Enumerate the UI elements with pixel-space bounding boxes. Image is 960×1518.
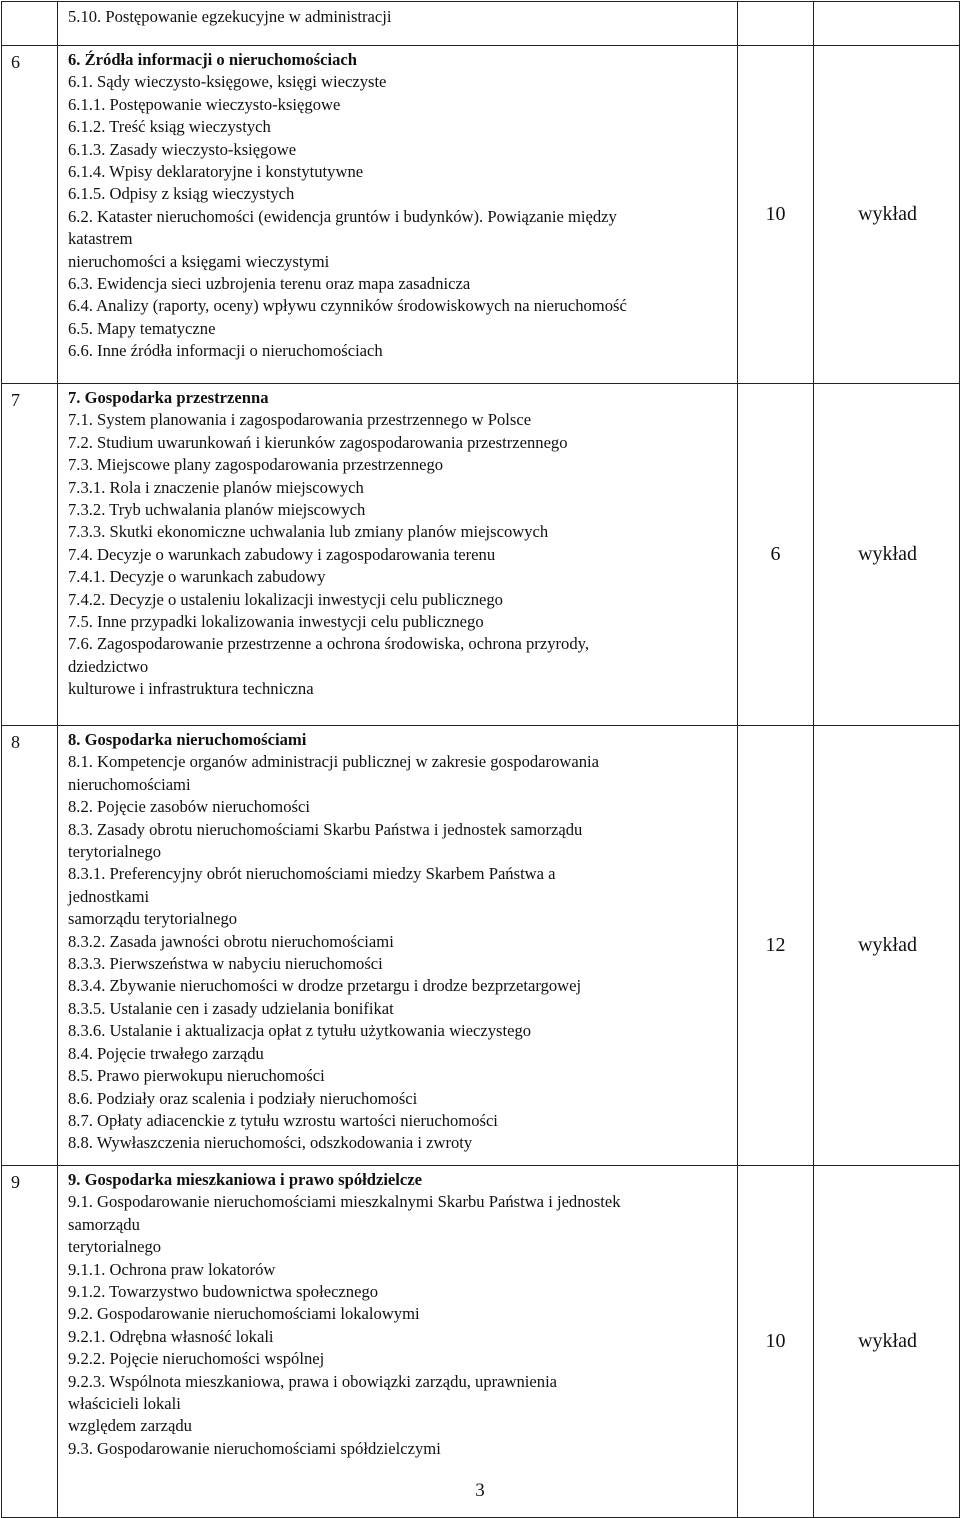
- topic-line: 8.3.5. Ustalanie cen i zasady udzielania bonifikat: [68, 998, 394, 1018]
- topic-line: 9.2.2. Pojęcie nieruchomości wspólnej: [68, 1349, 325, 1369]
- topic-line: 8.6. Podziały oraz scalenia i podziały nieruchomości: [68, 1088, 418, 1108]
- section-title: 9. Gospodarka mieszkaniowa i prawo spółdzielcze: [68, 1170, 423, 1189]
- topic-form: wykład: [814, 384, 960, 726]
- topic-line: 8.3.6. Ustalanie i aktualizacja opłat z tytułu użytkowania wieczystego: [68, 1021, 532, 1041]
- topic-number: 6: [2, 46, 58, 384]
- topic-line: 7.5. Inne przypadki lokalizowania inwestycji celu publicznego: [68, 612, 484, 632]
- topic-line: nieruchomościami: [68, 774, 191, 794]
- topic-line: 9.3. Gospodarowanie nieruchomościami spółdzielczymi: [68, 1438, 441, 1458]
- topic-line: samorządu terytorialnego: [68, 909, 238, 929]
- topic-line: 7.4. Decyzje o warunkach zabudowy i zagospodarowania terenu: [68, 544, 496, 564]
- topic-line: 7.4.2. Decyzje o ustaleniu lokalizacji inwestycji celu publicznego: [68, 589, 503, 609]
- topic-number: 8: [2, 726, 58, 1166]
- topic-line: 8.3.1. Preferencyjny obrót nieruchomościami miedzy Skarbem Państwa a: [68, 864, 556, 884]
- topic-content: [58, 384, 738, 726]
- topic-line: 6.1.5. Odpisy z ksiąg wieczystych: [68, 184, 295, 204]
- topic-line: 8.3.3. Pierwszeństwa w nabyciu nieruchomości: [68, 954, 383, 974]
- topic-line: jednostkami: [68, 886, 150, 906]
- topic-number: [2, 2, 58, 46]
- topic-line: 7.6. Zagospodarowanie przestrzenne a ochrona środowiska, ochrona przyrody,: [68, 634, 589, 654]
- topic-line: 8.4. Pojęcie trwałego zarządu: [68, 1043, 264, 1063]
- table-row: [2, 726, 960, 1166]
- table-row: [2, 46, 960, 384]
- topic-line: 8.3.4. Zbywanie nieruchomości w drodze przetargu i drodze bezprzetargowej: [68, 976, 582, 996]
- topic-line: 7.1. System planowania i zagospodarowania przestrzennego w Polsce: [68, 410, 532, 430]
- topic-hours: [738, 2, 814, 46]
- topic-line: 8.3.2. Zasada jawności obrotu nieruchomościami: [68, 931, 394, 951]
- topic-line: 6.1.1. Postępowanie wieczysto-księgowe: [68, 94, 341, 114]
- topic-line: 9.1.2. Towarzystwo budownictwa społecznego: [68, 1282, 379, 1302]
- topic-content: [58, 2, 738, 46]
- topic-content: [58, 726, 738, 1166]
- topic-hours: 6: [738, 384, 814, 726]
- topic-line: 9.2.3. Wspólnota mieszkaniowa, prawa i obowiązki zarządu, uprawnienia: [68, 1371, 558, 1391]
- topic-hours: 12: [738, 726, 814, 1166]
- topic-line: względem zarządu: [68, 1416, 192, 1436]
- topic-form: [814, 2, 960, 46]
- topic-line: 6.1.2. Treść ksiąg wieczystych: [68, 117, 271, 137]
- topic-content: [58, 1166, 738, 1518]
- topic-line: 6.1. Sądy wieczysto-księgowe, księgi wieczyste: [68, 72, 387, 92]
- topic-line: 6.2. Kataster nieruchomości (ewidencja gruntów i budynków). Powiązanie między: [68, 206, 617, 226]
- topic-line: 8.5. Prawo pierwokupu nieruchomości: [68, 1066, 325, 1086]
- syllabus-table: [1, 1, 960, 1518]
- page-number: 3: [475, 1480, 485, 1501]
- topic-line: 6.4. Analizy (raporty, oceny) wpływu czynników środowiskowych na nieruchomość: [68, 296, 627, 316]
- topic-number: 7: [2, 384, 58, 726]
- topic-line: 6.1.4. Wpisy deklaratoryjne i konstytutywne: [68, 162, 364, 182]
- topic-line: terytorialnego: [68, 842, 162, 862]
- topic-form: wykład: [814, 1166, 960, 1518]
- topic-line: 7.3. Miejscowe plany zagospodarowania przestrzennego: [68, 455, 444, 475]
- topic-line: 7.2. Studium uwarunkowań i kierunków zagospodarowania przestrzennego: [68, 432, 568, 452]
- topic-line: 6.3. Ewidencja sieci uzbrojenia terenu oraz mapa zasadnicza: [68, 274, 471, 294]
- topic-line: 7.3.3. Skutki ekonomiczne uchwalania lub zmiany planów miejscowych: [68, 522, 549, 542]
- topic-line: 8.8. Wywłaszczenia nieruchomości, odszkodowania i zwroty: [68, 1133, 473, 1153]
- section-title: 6. Źródła informacji o nieruchomościach: [68, 50, 357, 69]
- topic-line: 9.2.1. Odrębna własność lokali: [68, 1326, 274, 1346]
- topic-line: katastrem: [68, 229, 133, 249]
- topic-line: 7.4.1. Decyzje o warunkach zabudowy: [68, 567, 326, 587]
- topic-line: 6.5. Mapy tematyczne: [68, 318, 216, 338]
- topic-line: terytorialnego: [68, 1237, 162, 1257]
- topic-line: dziedzictwo: [68, 656, 149, 676]
- topic-line: nieruchomości a księgami wieczystymi: [68, 251, 330, 271]
- topic-line: 7.3.1. Rola i znaczenie planów miejscowych: [68, 477, 364, 497]
- topic-line: kulturowe i infrastruktura techniczna: [68, 679, 314, 699]
- topic-form: wykład: [814, 726, 960, 1166]
- topic-form: wykład: [814, 46, 960, 384]
- table-row: [2, 1166, 960, 1518]
- topic-line: właścicieli lokali: [68, 1394, 181, 1414]
- topic-line: 8.7. Opłaty adiacenckie z tytułu wzrostu wartości nieruchomości: [68, 1110, 498, 1130]
- section-title: 8. Gospodarka nieruchomościami: [68, 730, 307, 749]
- topic-number: 9: [2, 1166, 58, 1518]
- syllabus-table-body: [2, 2, 960, 1518]
- topic-hours: 10: [738, 1166, 814, 1518]
- topic-hours: 10: [738, 46, 814, 384]
- topic-line: 8.2. Pojęcie zasobów nieruchomości: [68, 797, 310, 817]
- topic-line: 6.6. Inne źródła informacji o nieruchomościach: [68, 341, 383, 361]
- topic-line: 9.1. Gospodarowanie nieruchomościami mieszkalnymi Skarbu Państwa i jednostek: [68, 1192, 621, 1212]
- table-row: [2, 2, 960, 46]
- topic-line: 6.1.3. Zasady wieczysto-księgowe: [68, 139, 297, 159]
- section-title: 7. Gospodarka przestrzenna: [68, 388, 269, 407]
- topic-line: 9.1.1. Ochrona praw lokatorów: [68, 1259, 276, 1279]
- topic-line: samorządu: [68, 1214, 140, 1234]
- topic-line: 8.3. Zasady obrotu nieruchomościami Skarbu Państwa i jednostek samorządu: [68, 819, 583, 839]
- topic-content: [58, 46, 738, 384]
- table-row: [2, 384, 960, 726]
- topic-line: 5.10. Postępowanie egzekucyjne w administracji: [68, 7, 392, 26]
- topic-line: 8.1. Kompetencje organów administracji publicznej w zakresie gospodarowania: [68, 752, 599, 772]
- topic-line: 9.2. Gospodarowanie nieruchomościami lokalowymi: [68, 1304, 420, 1324]
- topic-line: 7.3.2. Tryb uchwalania planów miejscowych: [68, 500, 366, 520]
